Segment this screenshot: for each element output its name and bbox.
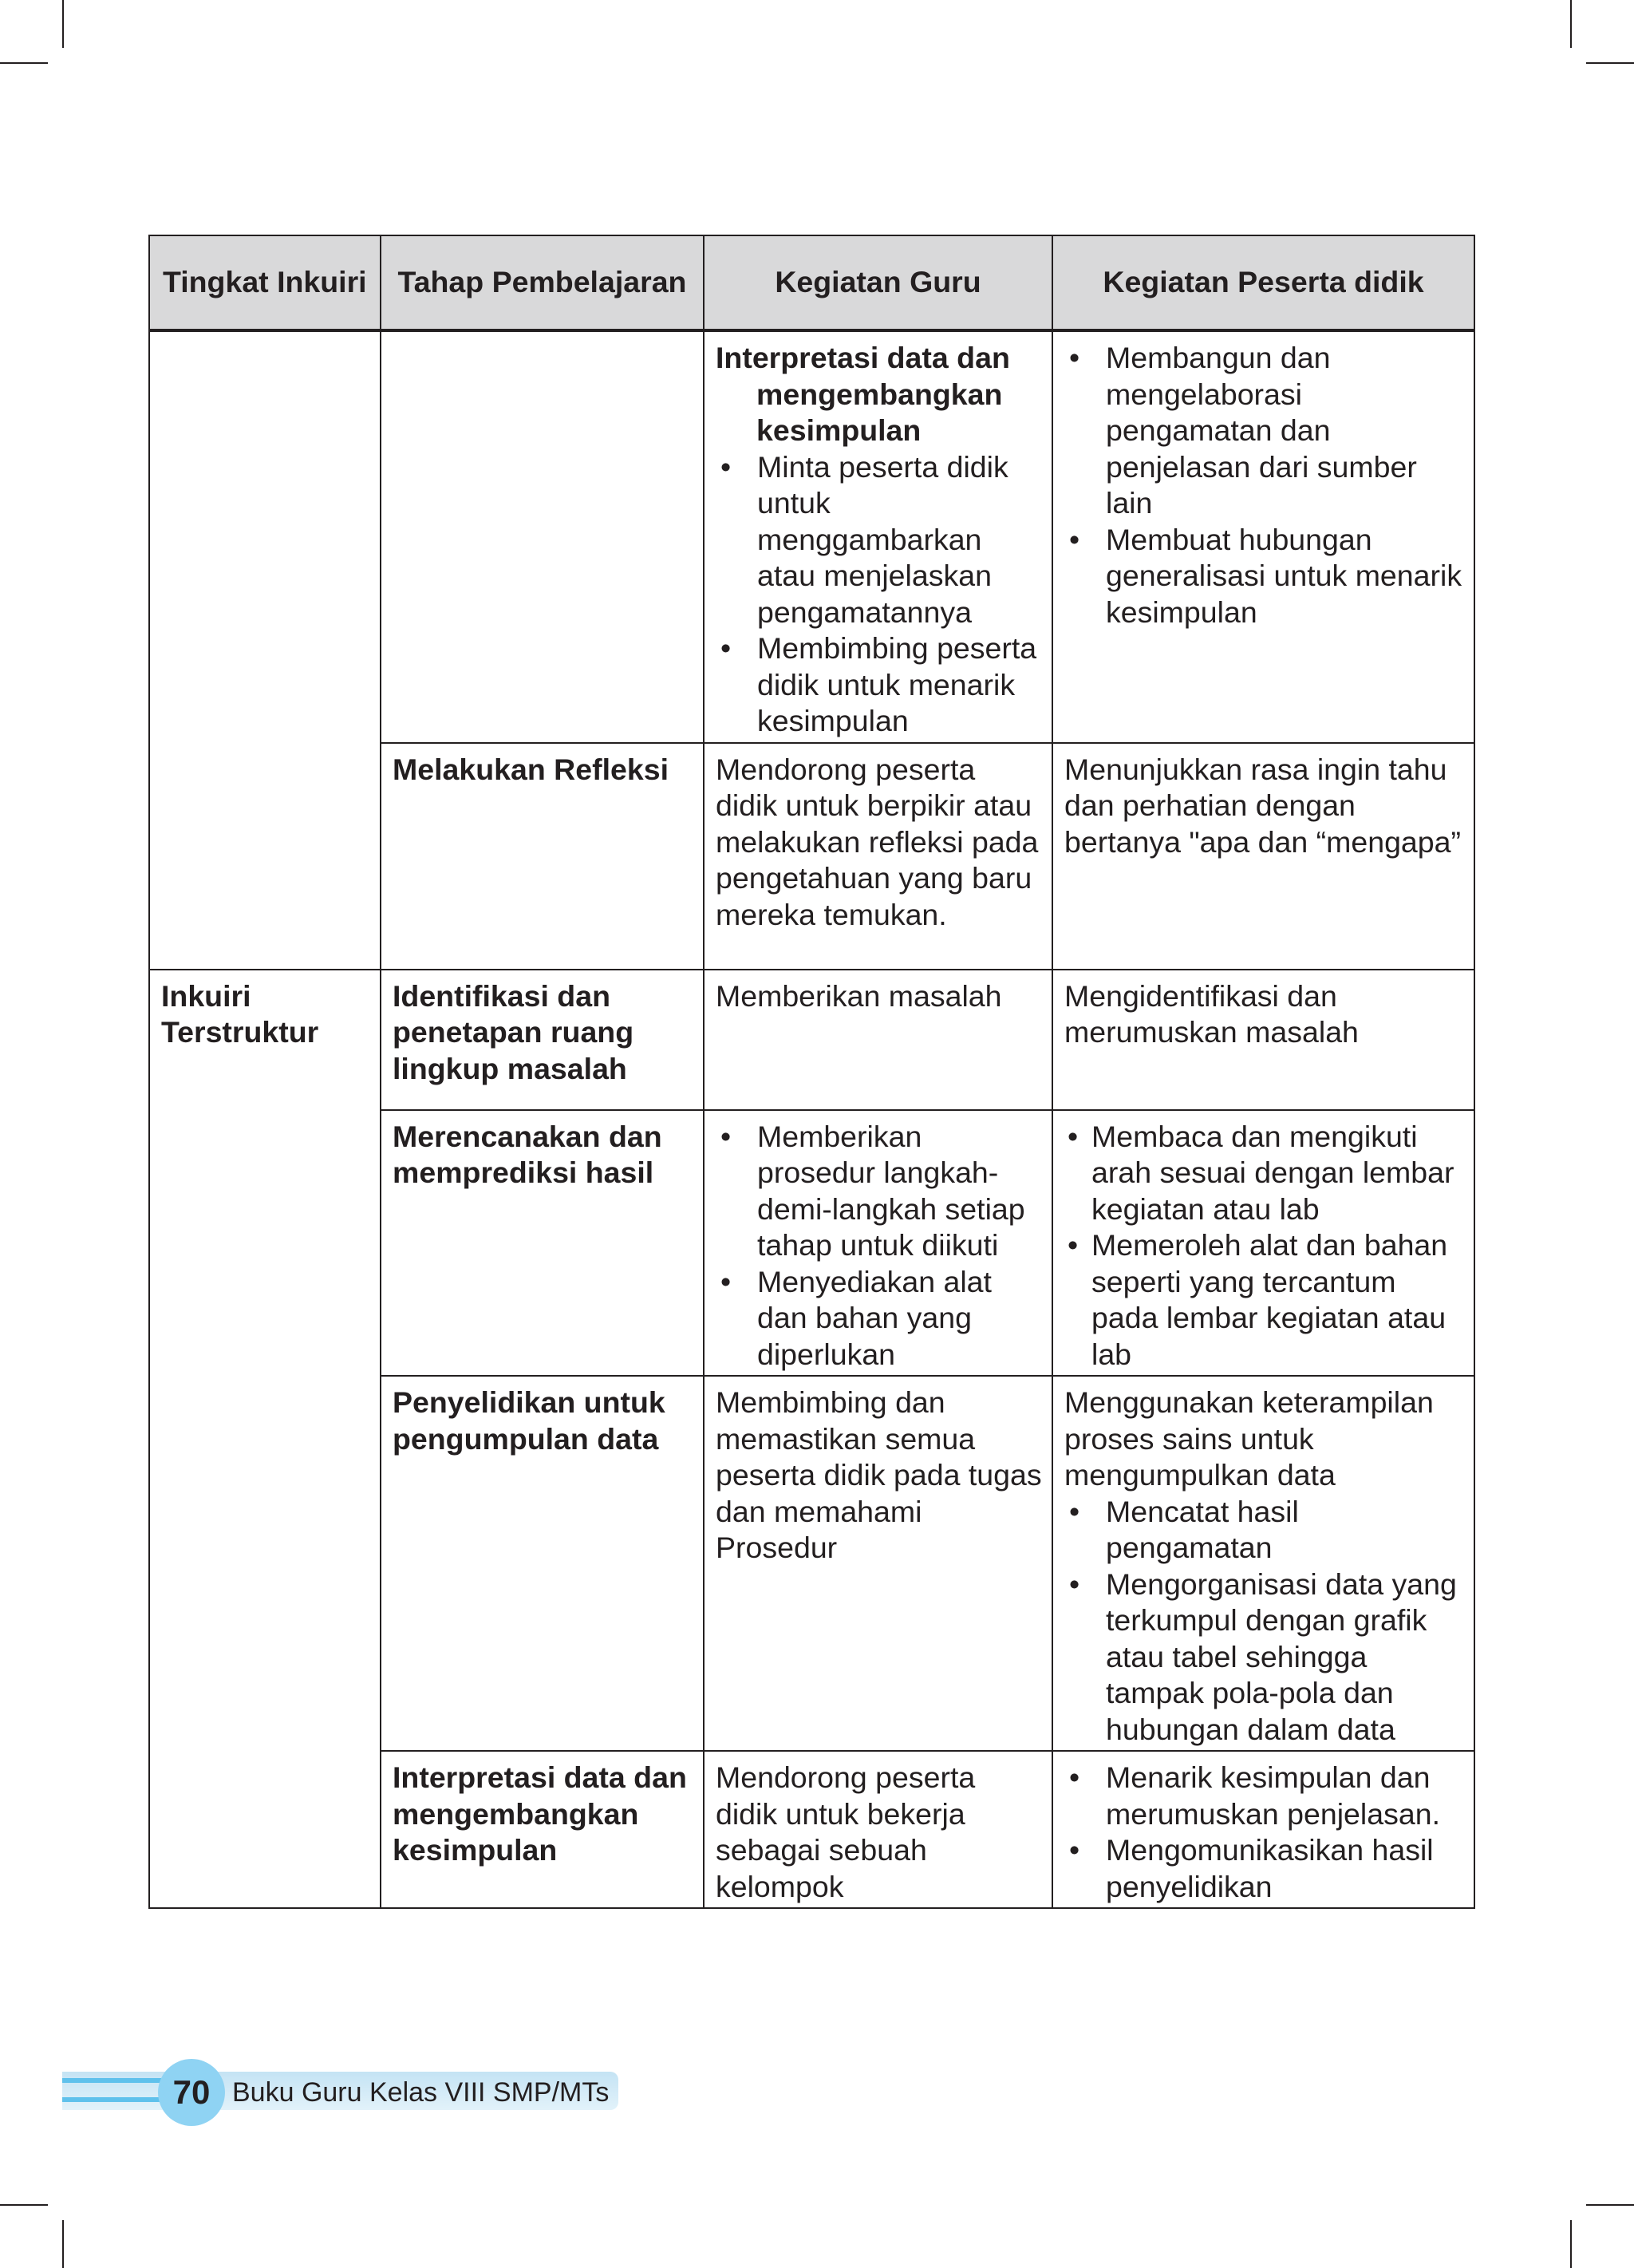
header-tingkat-inkuiri: Tingkat Inkuiri: [149, 235, 381, 330]
cell-kegiatan-guru: [704, 1110, 1052, 1377]
header-kegiatan-peserta: Kegiatan Peserta didik: [1052, 235, 1474, 330]
cell-tahap: Identifikasi dan penetapan ruang lingkup masalah: [381, 970, 704, 1110]
table-row: [149, 970, 1474, 1110]
cell-tahap: Melakukan Refleksi: [381, 743, 704, 970]
page-number: 70: [158, 2059, 225, 2126]
peserta-list: [1064, 1494, 1464, 1748]
inquiry-table: [148, 235, 1475, 1909]
list-item: • Mengomunikasikan hasil penyelidikan: [1064, 1832, 1464, 1905]
cell-tahap: Interpretasi data dan mengembangkan kesimpulan: [381, 1751, 704, 1908]
list-item: • Membimbing peserta didik untuk menarik kesimpulan: [716, 630, 1042, 740]
cell-kegiatan-peserta: [1052, 1751, 1474, 1908]
cell-kegiatan-peserta: Mengidentifikasi dan merumuskan masalah: [1052, 970, 1474, 1110]
list-item: • Menyediakan alat dan bahan yang diperlukan: [716, 1264, 1042, 1373]
guru-list: [716, 1119, 1042, 1373]
cell-kegiatan-guru: Membimbing dan memastikan semua peserta didik pada tugas dan memahami Prosedur: [704, 1376, 1052, 1751]
list-item: • Membangun dan mengelaborasi pengamatan dan penjelasan dari sumber lain: [1064, 340, 1464, 522]
cell-kegiatan-peserta: [1052, 1110, 1474, 1377]
crop-mark: [0, 62, 48, 64]
peserta-list: [1064, 1760, 1464, 1905]
cell-kegiatan-peserta: [1052, 330, 1474, 743]
cell-tahap-empty: [381, 330, 704, 743]
crop-mark: [62, 0, 64, 48]
cell-kegiatan-peserta: Menunjukkan rasa ingin tahu dan perhatian dengan bertanya "apa dan “mengapa”: [1052, 743, 1474, 970]
guru-subheading: Interpretasi data dan mengembangkan kesimpulan: [716, 341, 1010, 447]
peserta-list: [1064, 340, 1464, 630]
peserta-intro: Menggunakan keterampilan proses sains untuk mengumpulkan data: [1064, 1385, 1434, 1492]
list-item: • Membuat hubungan generalisasi untuk menarik kesimpulan: [1064, 522, 1464, 631]
header-tahap-pembelajaran: Tahap Pembelajaran: [381, 235, 704, 330]
list-item: • Membaca dan mengikuti arah sesuai dengan lembar kegiatan atau lab: [1064, 1119, 1464, 1228]
book-title: Buku Guru Kelas VIII SMP/MTs: [232, 2077, 610, 2108]
crop-mark: [1570, 2220, 1572, 2268]
peserta-list: [1064, 1119, 1464, 1373]
list-item: • Memeroleh alat dan bahan seperti yang tercantum pada lembar kegiatan atau lab: [1064, 1227, 1464, 1373]
list-item: • Memberikan prosedur langkah-demi-langkah setiap tahap untuk diikuti: [716, 1119, 1042, 1264]
list-item: • Mengorganisasi data yang terkumpul dengan grafik atau tabel sehingga tampak pola-pola dan hubungan dalam data: [1064, 1567, 1464, 1748]
cell-tingkat: Inkuiri Terstruktur: [149, 970, 381, 1909]
crop-mark: [1586, 2204, 1634, 2206]
cell-tahap: Penyelidikan untuk pengumpulan data: [381, 1376, 704, 1751]
cell-kegiatan-peserta: [1052, 1376, 1474, 1751]
list-item: • Minta peserta didik untuk menggambarkan atau menjelaskan pengamatannya: [716, 449, 1042, 631]
list-item: • Mencatat hasil pengamatan: [1064, 1494, 1464, 1567]
crop-mark: [1570, 0, 1572, 48]
header-kegiatan-guru: Kegiatan Guru: [704, 235, 1052, 330]
cell-kegiatan-guru: [704, 330, 1052, 743]
crop-mark: [62, 2220, 64, 2268]
cell-kegiatan-guru: Mendorong peserta didik untuk bekerja sebagai sebuah kelompok: [704, 1751, 1052, 1908]
crop-mark: [1586, 62, 1634, 64]
cell-tahap: Merencanakan dan memprediksi hasil: [381, 1110, 704, 1377]
list-item: • Menarik kesimpulan dan merumuskan penjelasan.: [1064, 1760, 1464, 1832]
cell-tingkat-empty: [149, 330, 381, 970]
table-row: [149, 330, 1474, 743]
guru-list: [716, 449, 1042, 740]
crop-mark: [0, 2204, 48, 2206]
table-header-row: [149, 235, 1474, 330]
cell-kegiatan-guru: Mendorong peserta didik untuk berpikir atau melakukan refleksi pada pengetahuan yang baru mereka temukan.: [704, 743, 1052, 970]
cell-kegiatan-guru: Memberikan masalah: [704, 970, 1052, 1110]
